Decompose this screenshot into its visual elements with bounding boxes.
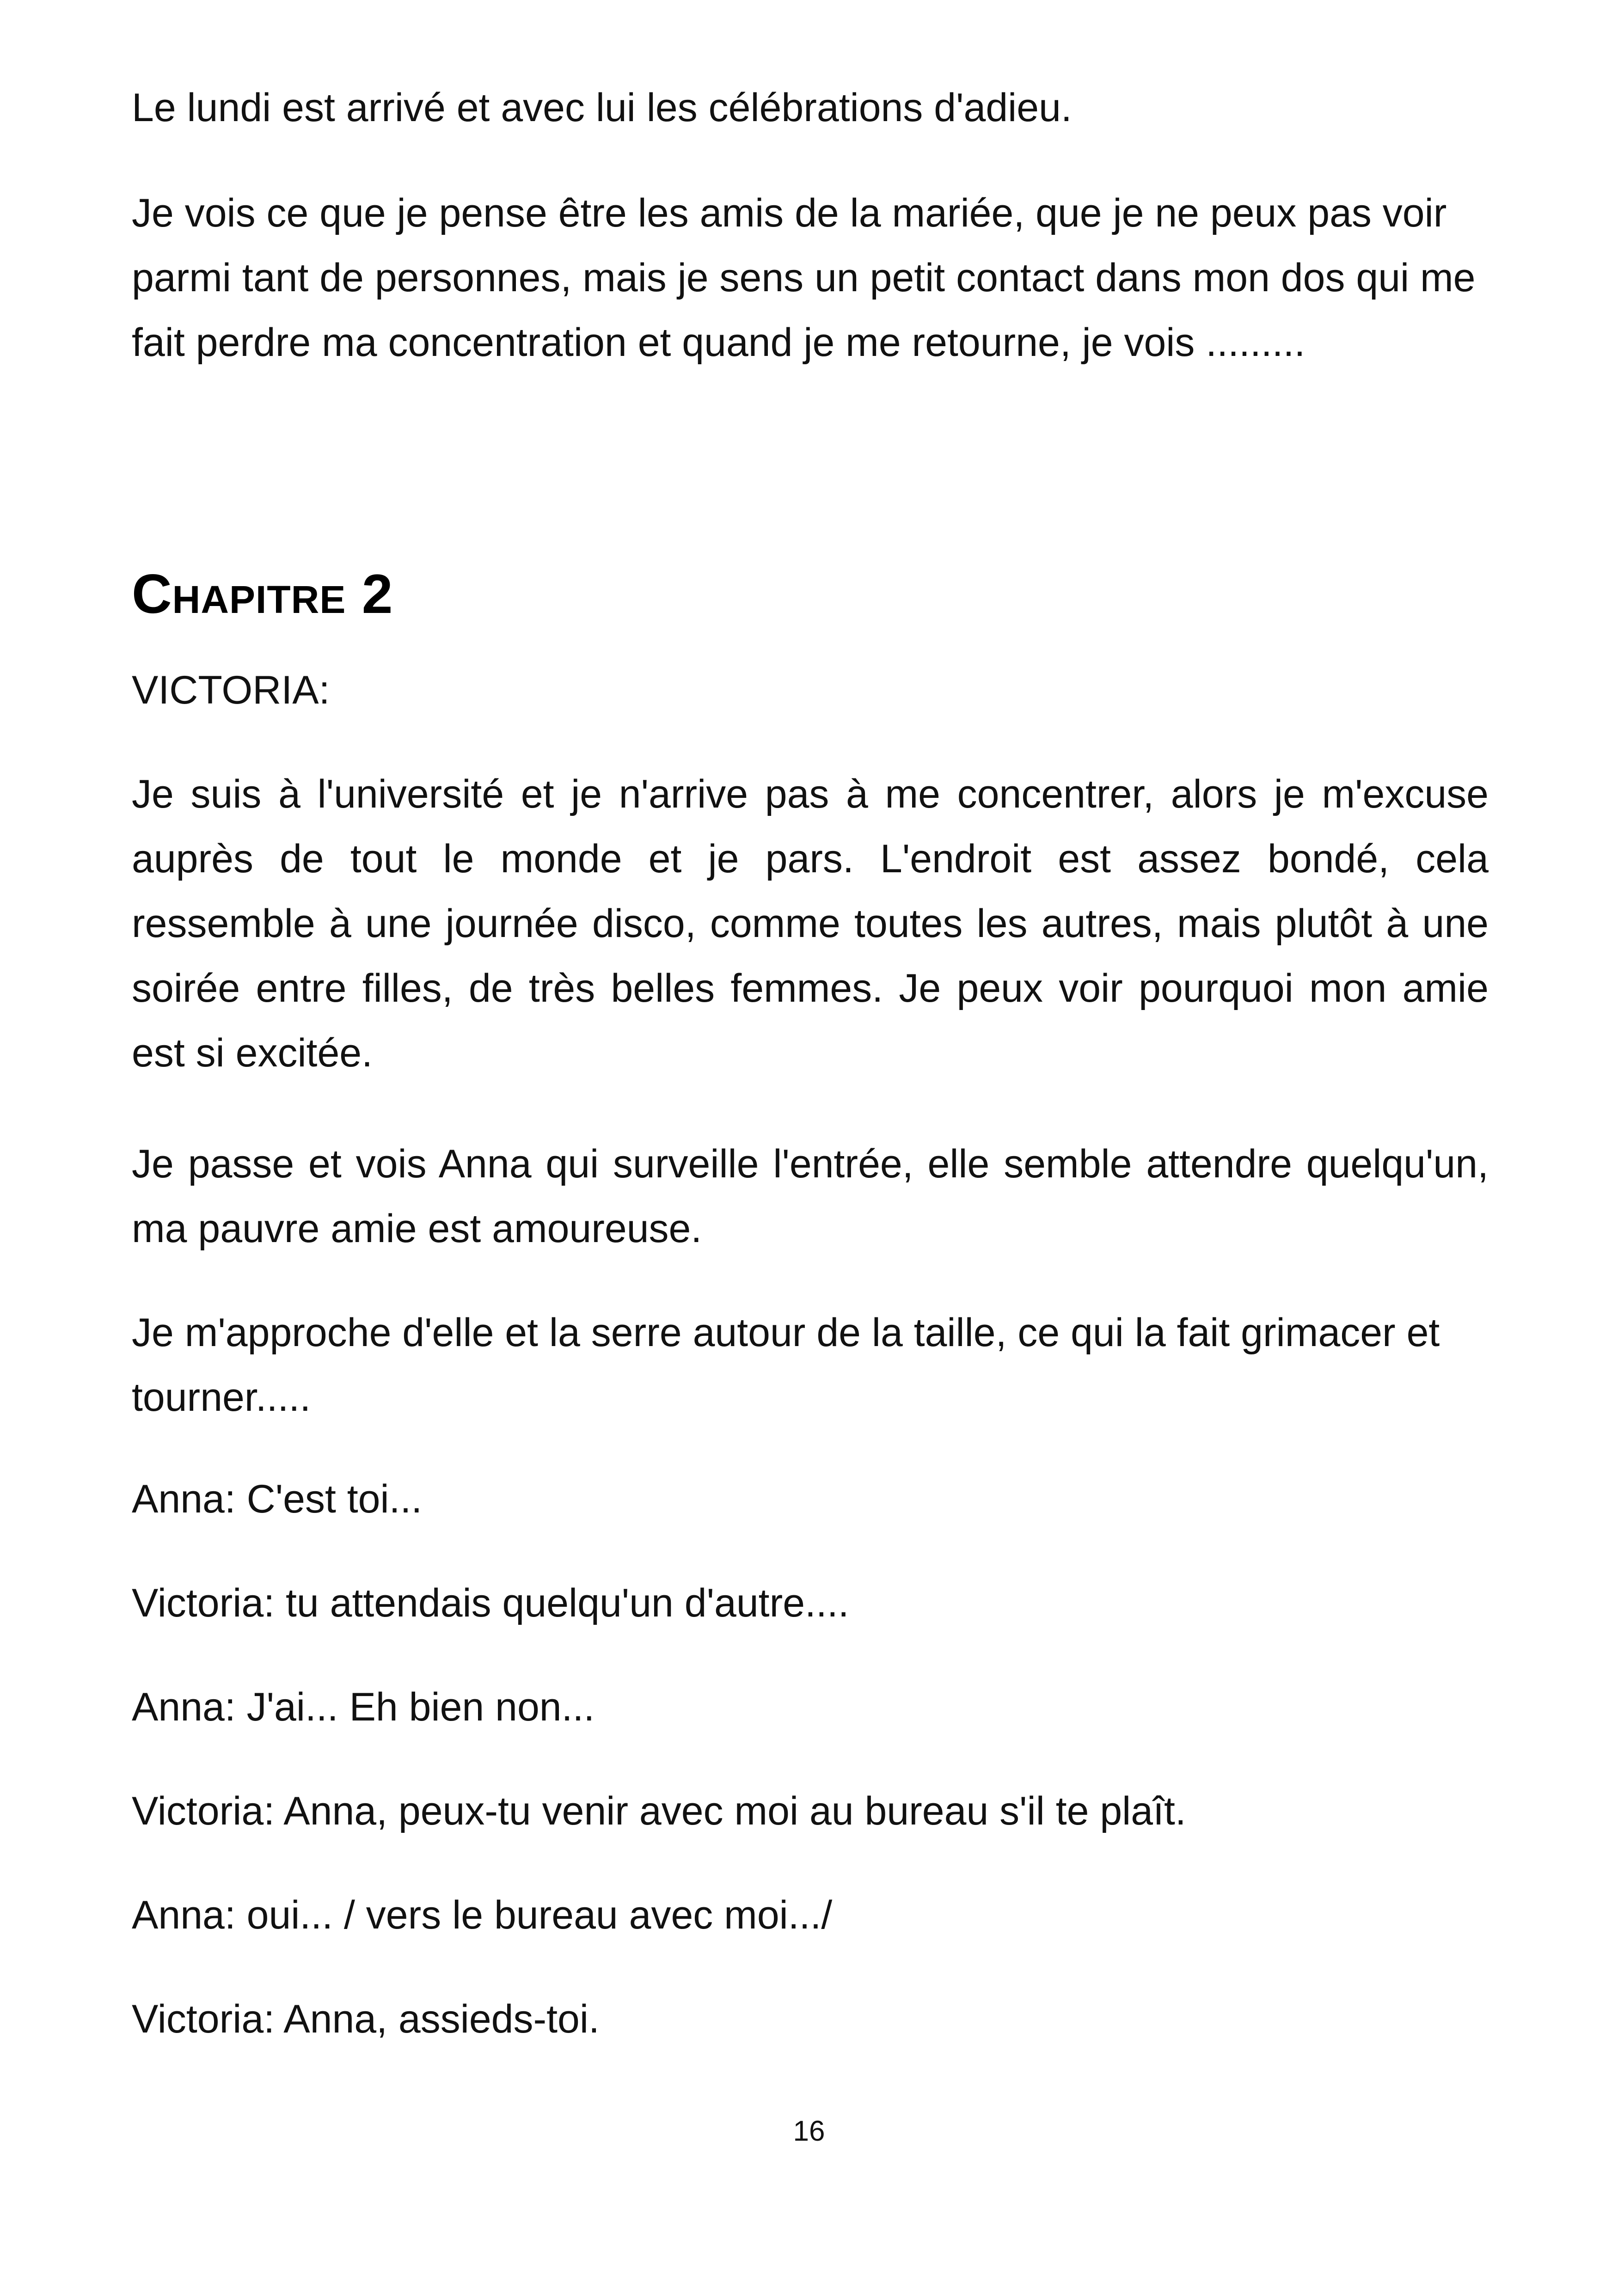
paragraph-university: Je suis à l'université et je n'arrive pas à me concentrer, alors je m'excuse auprès de tout le monde et je pars. L'endroit est assez bondé, cela ressemble à une journée disco, comme toutes les autres, mais plutôt à une soirée entre filles, de très belles femmes. Je peux voir pourquoi mon amie est si excitée. [132,772,1489,1075]
dialogue-line: Victoria: Anna, peux-tu venir avec moi au bureau s'il te plaît. [132,1789,1186,1833]
dialogue-line: Victoria: Anna, assieds-toi. [132,1997,600,2041]
dialogue-line: Anna: J'ai... Eh bien non... [132,1685,595,1729]
chapter-title: Chapitre 2 [132,563,393,625]
page-number: 16 [793,2115,825,2147]
dialogue-line: Anna: C'est toi... [132,1477,423,1521]
paragraph-approach: Je m'approche d'elle et la serre autour de la taille, ce qui la fait grimacer et tourner..... [132,1310,1440,1420]
paragraph-intro: Le lundi est arrivé et avec lui les célébrations d'adieu. [132,86,1072,130]
paragraph-anna-entrance: Je passe et vois Anna qui surveille l'entrée, elle semble attendre quelqu'un, ma pauvre amie est amoureuse. [132,1142,1489,1251]
speaker-heading: VICTORIA: [132,668,330,712]
paragraph-wedding-friends: Je vois ce que je pense être les amis de la mariée, que je ne peux pas voir parmi tant de personnes, mais je sens un petit contact dans mon dos qui me fait perdre ma concentration et quand je me retourne, je vois ......... [132,191,1476,365]
dialogue-line: Anna: oui... / vers le bureau avec moi.../ [132,1893,833,1937]
dialogue-line: Victoria: tu attendais quelqu'un d'autre.... [132,1581,849,1625]
